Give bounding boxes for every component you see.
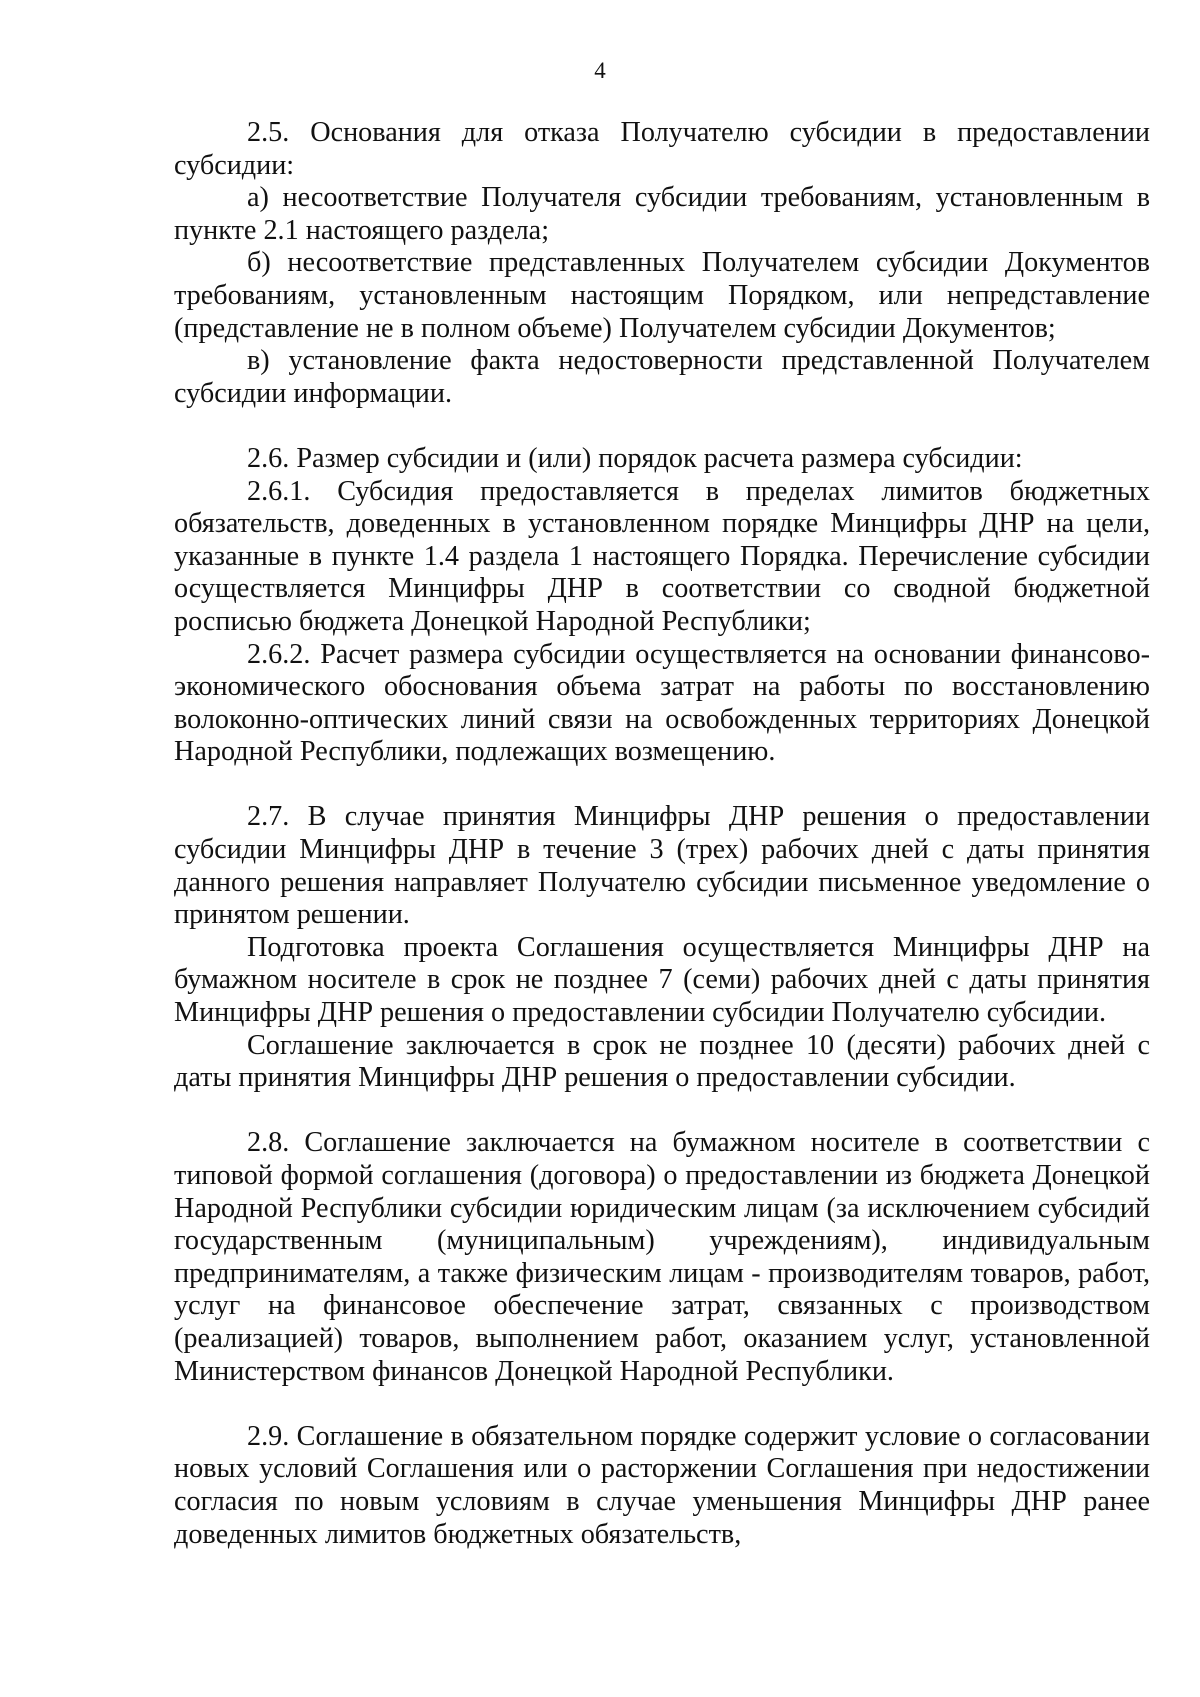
paragraph-2-9: 2.9. Соглашение в обязательном порядке содержит условие о согласовании новых условий Соглашения или о расторжении Соглашения при недостижении согласия по новым условиям в случае уменьшения Минцифры ДНР ранее доведенных лимитов бюджетных обязательств,	[174, 1420, 1150, 1550]
paragraph-2-8: 2.8. Соглашение заключается на бумажном носителе в соответствии с типовой формой соглашения (договора) о предоставлении из бюджета Донецкой Народной Республики субсидии юридическим лицам (за исключением субсидий государственным (муниципальным) учреждениям), индивидуальным предпринимателям, а также физическим лицам - производителям товаров, работ, услуг на финансовое обеспечение затрат, связанных с производством (реализацией) товаров, выполнением работ, оказанием услуг, установленной Министерством финансов Донецкой Народной Республики.	[174, 1127, 1150, 1387]
paragraph-2-5-a: а) несоответствие Получателя субсидии требованиям, установленным в пункте 2.1 настоящего раздела;	[174, 182, 1150, 246]
paragraph-2-6: 2.6. Размер субсидии и (или) порядок расчета размера субсидии:	[247, 442, 1023, 474]
paragraph-2-6-1: 2.6.1. Субсидия предоставляется в пределах лимитов бюджетных обязательств, доведенных в установленном порядке Минцифры ДНР на цели, указанные в пункте 1.4 раздела 1 настоящего Порядка. Перечисление субсидии осуществляется Минцифры ДНР в соответствии со сводной бюджетной росписью бюджета Донецкой Народной Республики;	[174, 475, 1150, 637]
paragraph-2-5-v: в) установление факта недостоверности представленной Получателем субсидии информации.	[174, 345, 1150, 409]
page-number: 4	[594, 58, 606, 83]
paragraph-2-7-conclusion: Соглашение заключается в срок не позднее 10 (десяти) рабочих дней с даты принятия Минцифры ДНР решения о предоставлении субсидии.	[174, 1029, 1150, 1094]
document-body	[174, 117, 1150, 1551]
paragraph-2-7: 2.7. В случае принятия Минцифры ДНР решения о предоставлении субсидии Минцифры ДНР в течение 3 (трех) рабочих дней с даты принятия данного решения направляет Получателю субсидии письменное уведомление о принятом решении.	[174, 801, 1150, 931]
paragraph-2-5: 2.5. Основания для отказа Получателю субсидии в предоставлении субсидии:	[174, 117, 1150, 181]
paragraph-2-5-b: б) несоответствие представленных Получателем субсидии Документов требованиям, установленным настоящим Порядком, или непредставление (представление не в полном объеме) Получателем субсидии Документов;	[174, 247, 1150, 344]
paragraph-2-6-2: 2.6.2. Расчет размера субсидии осуществляется на основании финансово-экономического обоснования объема затрат на работы по восстановлению волоконно-оптических линий связи на освобожденных территориях Донецкой Народной Республики, подлежащих возмещению.	[174, 638, 1150, 768]
paragraph-2-7-draft: Подготовка проекта Соглашения осуществляется Минцифры ДНР на бумажном носителе в срок не позднее 7 (семи) рабочих дней с даты принятия Минцифры ДНР решения о предоставлении субсидии Получателю субсидии.	[174, 931, 1150, 1029]
